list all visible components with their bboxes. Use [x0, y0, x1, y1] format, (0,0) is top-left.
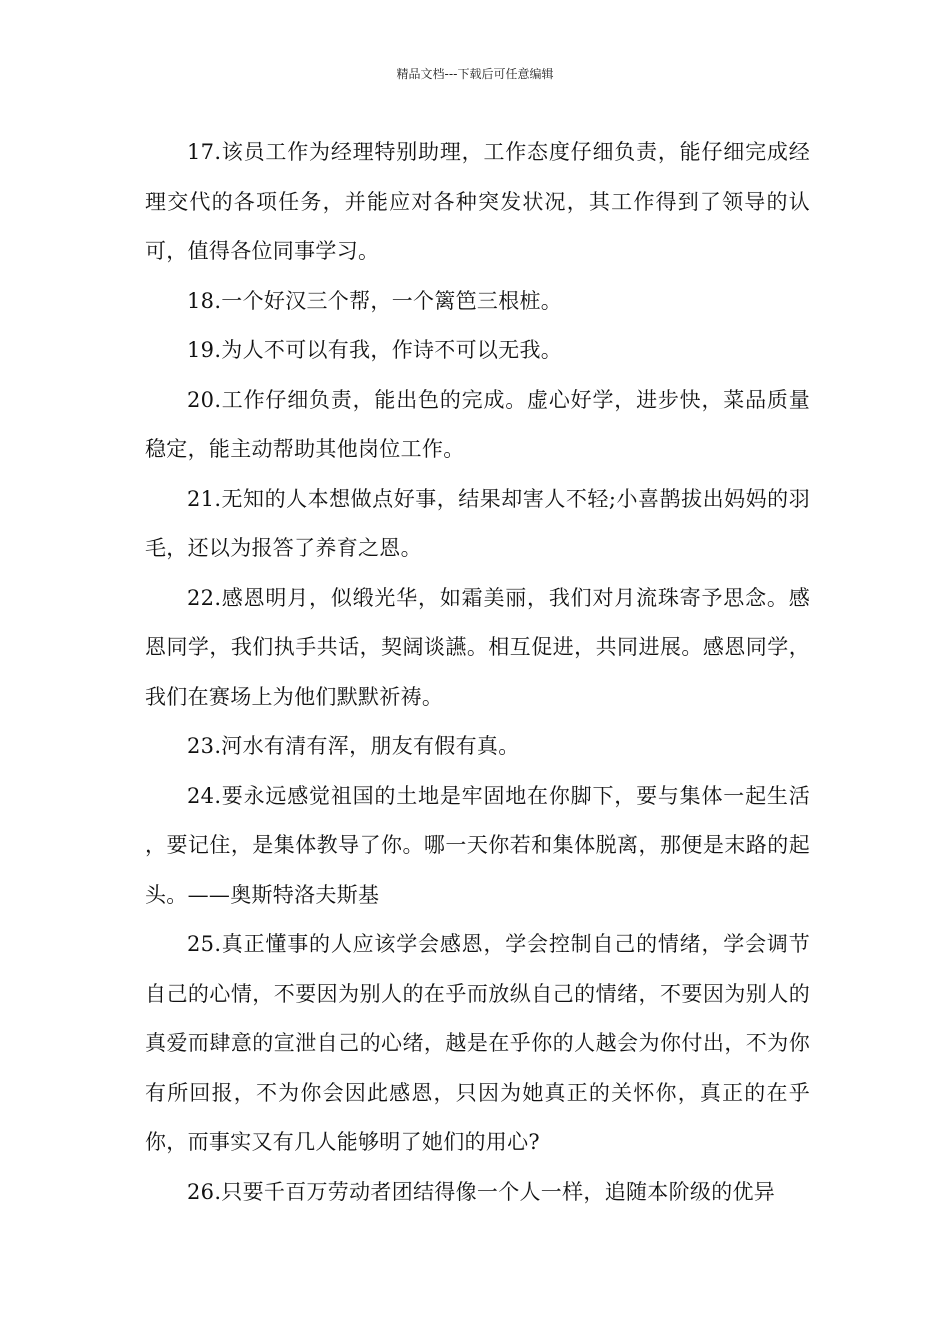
paragraph-21: 21.无知的人本想做点好事，结果却害人不轻;小喜鹊拔出妈妈的羽毛，还以为报答了养育之恩。: [145, 486, 810, 560]
paragraph-25: 25.真正懂事的人应该学会感恩，学会控制自己的情绪，学会调节自己的心情，不要因为别人的在乎而放纵自己的情绪，不要因为别人的真爱而肆意的宣泄自己的心绪，越是在乎你的人越会为你付出，不为你有所回报，不为你会因此感恩，只因为她真正的关怀你，真正的在乎你，而事实又有几人能够明了她们的用心?: [145, 932, 810, 1154]
paragraph-26: 26.只要千百万劳动者团结得像一个人一样，追随本阶级的优异: [187, 1179, 776, 1204]
paragraph-24: 24.要永远感觉祖国的土地是牢固地在你脚下，要与集体一起生活 ，要记住，是集体教导了你。哪一天你若和集体脱离，那便是末路的起头。——奥斯特洛夫斯基: [145, 783, 810, 907]
page-header: 精品文档---下载后可任意编辑: [396, 67, 554, 81]
document-body: [145, 128, 810, 1217]
paragraph-18: 18.一个好汉三个帮，一个篱笆三根桩。: [187, 288, 563, 313]
paragraph-17: 17.该员工作为经理特别助理，工作态度仔细负责，能仔细完成经理交代的各项任务，并能应对各种突发状况，其工作得到了领导的认可，值得各位同事学习。: [145, 140, 810, 263]
paragraph-19: 19.为人不可以有我，作诗不可以无我。: [187, 338, 563, 362]
paragraph-20: 20.工作仔细负责，能出色的完成。虚心好学，进步快，菜品质量稳定，能主动帮助其他岗位工作。: [145, 387, 810, 461]
paragraph-22: 22.感恩明月，似缎光华，如霜美丽，我们对月流珠寄予思念。感恩同学，我们执手共话，契阔谈讌。相互促进，共同进展。感恩同学，我们在赛场上为他们默默祈祷。: [145, 585, 810, 709]
paragraph-23: 23.河水有清有浑，朋友有假有真。: [187, 734, 520, 758]
